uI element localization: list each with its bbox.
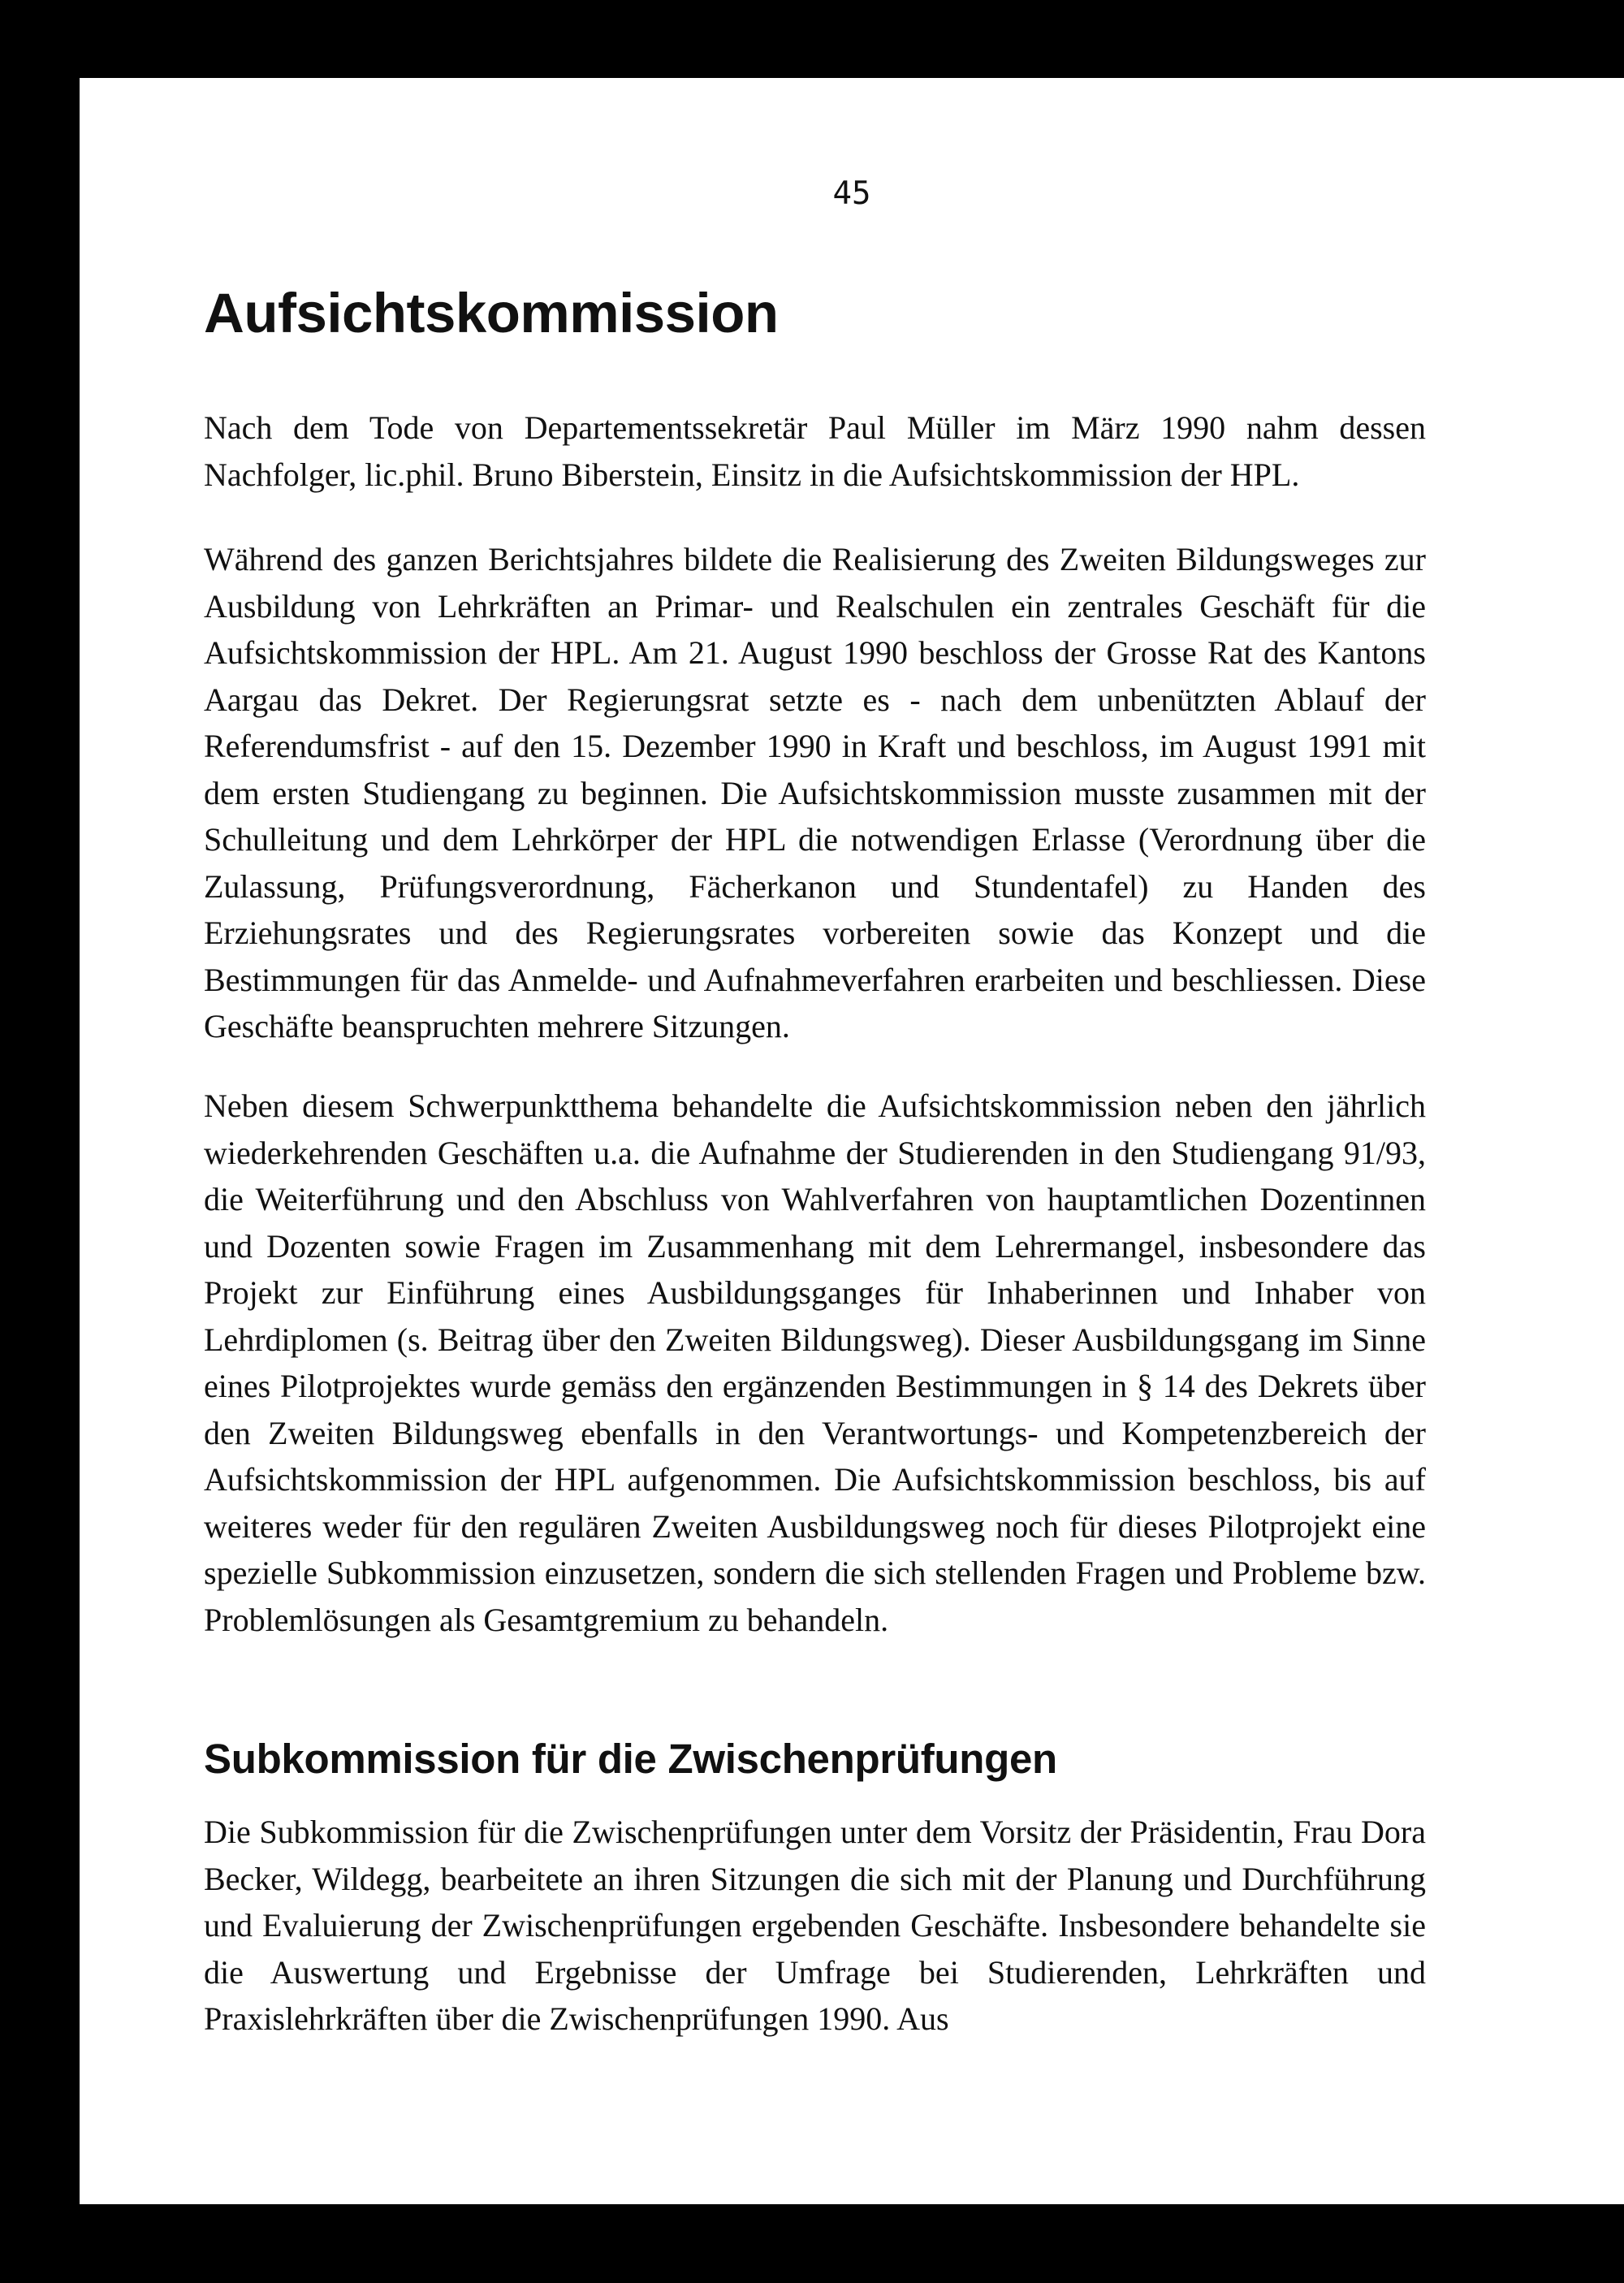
paragraph-1: Nach dem Tode von Departementssekretär Paul Müller im März 1990 nahm dessen Nachfolger, lic.phil. Bruno Biberstein, Einsitz in die Aufsichtskommission der HPL. xyxy=(204,409,1426,493)
paragraph-1-block xyxy=(204,404,1426,498)
paragraph-2-block xyxy=(204,536,1426,1050)
paragraph-3-block xyxy=(204,1083,1426,1643)
paragraph-3: Neben diesem Schwerpunktthema behandelte die Aufsichtskommission neben den jährlich wiederkehrenden Geschäften u.a. die Aufnahme der Studierenden in den Studiengang 91/93, die Weiterführung und den Abschluss von Wahlverfahren von hauptamtlichen Dozentinnen und Dozenten sowie Fragen im Zusammenhang mit dem Lehrermangel, insbesondere das Projekt zur Einführung eines Ausbildungsganges für Inhaberinnen und Inhaber von Lehrdiplomen (s. Beitrag über den Zweiten Bildungsweg). Dieser Ausbildungsgang im Sinne eines Pilotprojektes wurde gemäss den ergänzenden Bestimmungen in § 14 des Dekrets über den Zweiten Bildungsweg ebenfalls in den Verantwortungs- und Kompetenzbereich der Aufsichtskommission der HPL aufgenommen. Die Aufsichtskommission beschloss, bis auf weiteres weder für den regulären Zweiten Ausbildungsweg noch für dieses Pilotprojekt eine spezielle Subkommission einzusetzen, sondern die sich stellenden Fragen und Probleme bzw. Problemlösungen als Gesamtgremium zu behandeln. xyxy=(204,1087,1426,1638)
paragraph-4-block xyxy=(204,1809,1426,2043)
paragraph-4: Die Subkommission für die Zwischenprüfungen unter dem Vorsitz der Präsidentin, Frau Dora Becker, Wildegg, bearbeitete an ihren Sitzungen die sich mit der Planung und Durchführung und Evaluierung der Zwischenprüfungen ergebenden Geschäfte. Insbesondere behandelte sie die Auswertung und Ergebnisse der Umfrage bei Studierenden, Lehrkräften und Praxislehrkräften über die Zwischenprüfungen 1990. Aus xyxy=(204,1814,1426,2037)
paragraph-2: Während des ganzen Berichtsjahres bildete die Realisierung des Zweiten Bildungsweges zur Ausbildung von Lehrkräften an Primar- und Realschulen ein zentrales Geschäft für die Aufsichtskommission der HPL. Am 21. August 1990 beschloss der Grosse Rat des Kantons Aargau das Dekret. Der Regierungsrat setzte es - nach dem unbenützten Ablauf der Referendumsfrist - auf den 15. Dezember 1990 in Kraft und beschloss, im August 1991 mit dem ersten Studiengang zu beginnen. Die Aufsichtskommission musste zusammen mit der Schulleitung und dem Lehrkörper der HPL die notwendigen Erlasse (Verordnung über die Zulassung, Prüfungsverordnung, Fächerkanon und Stundentafel) zu Handen des Erziehungsrates und des Regierungsrates vorbereiten sowie das Konzept und die Bestimmungen für das Anmelde- und Aufnahmeverfahren erarbeiten und beschliessen. Diese Geschäfte beanspruchten mehrere Sitzungen. xyxy=(204,541,1426,1044)
page-number: 45 xyxy=(832,175,871,212)
section-subtitle: Subkommission für die Zwischenprüfungen xyxy=(204,1736,1057,1782)
page-title: Aufsichtskommission xyxy=(204,282,779,344)
document-page xyxy=(80,78,1624,2204)
